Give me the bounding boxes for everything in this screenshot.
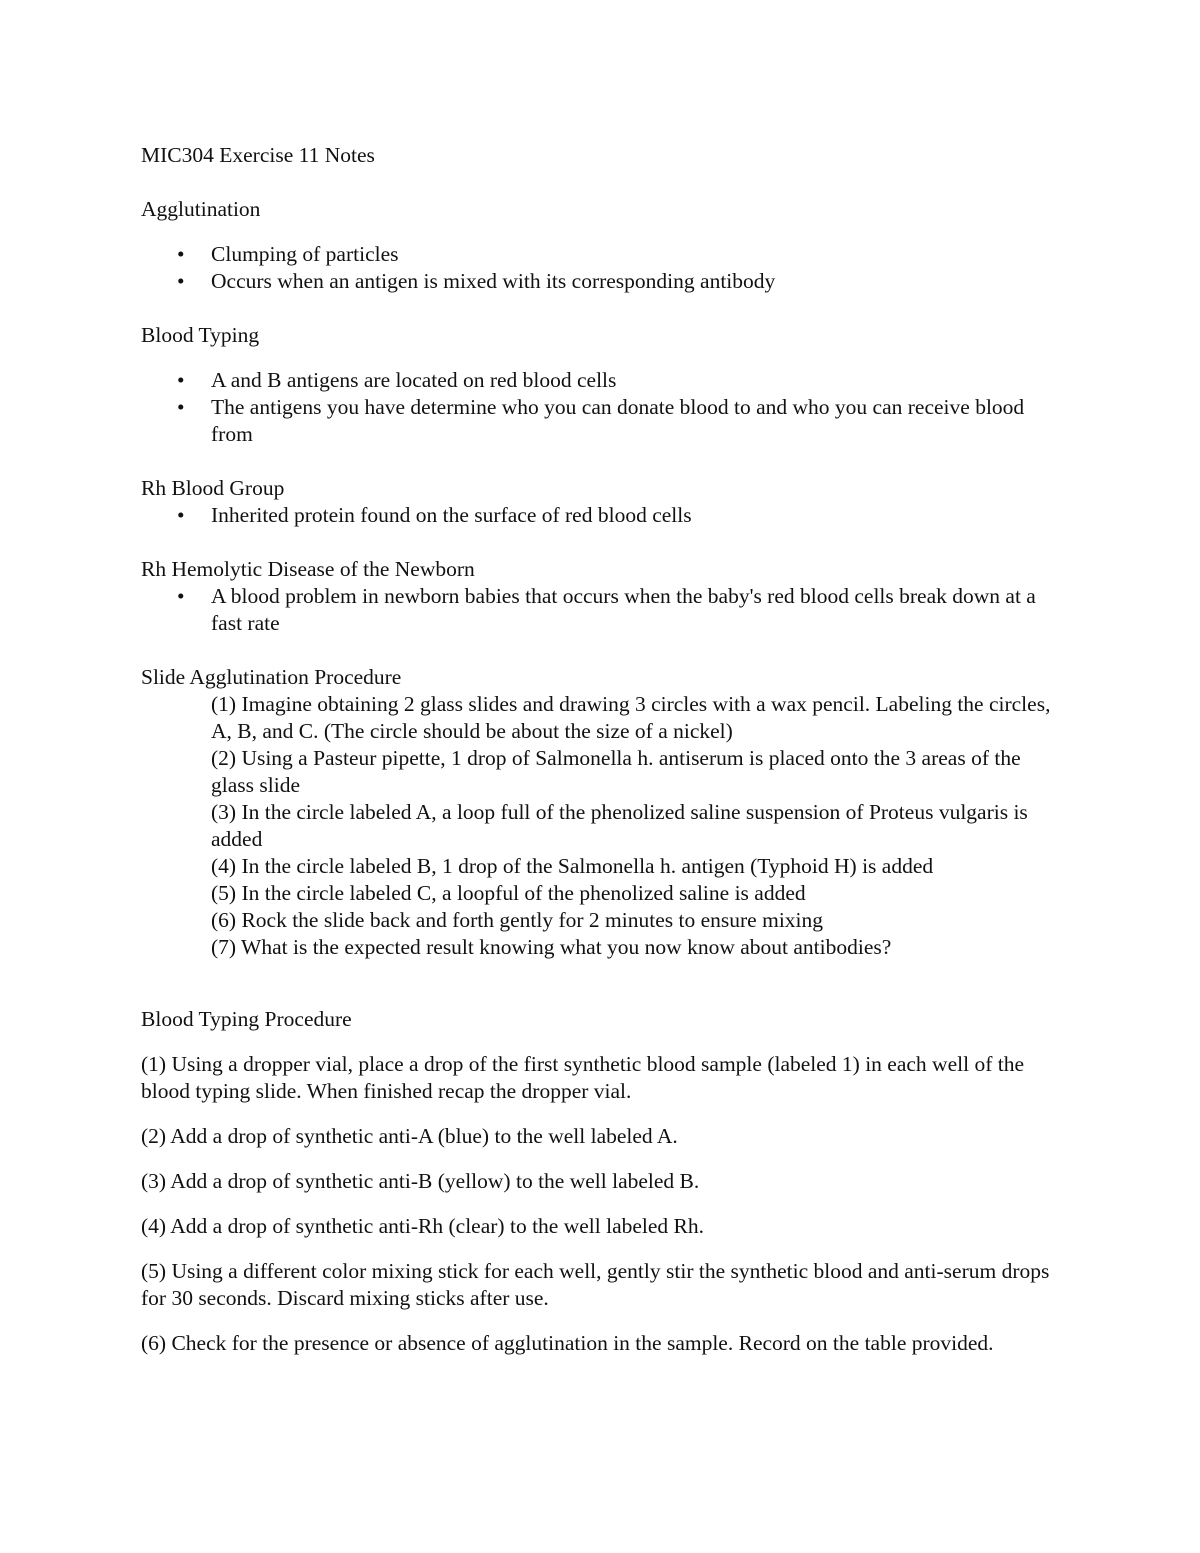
procedure-step: (2) Add a drop of synthetic anti-A (blue) to the well labeled A. [141,1124,678,1148]
list-item: • Clumping of particles [177,242,399,266]
blood-typing-list [141,367,1061,448]
procedure-step: (3) In the circle labeled A, a loop full of the phenolized saline suspension of Proteus vulgaris is added [211,800,1028,851]
list-item: • Occurs when an antigen is mixed with its corresponding antibody [177,269,776,293]
agglutination-list [141,241,1061,295]
procedure-step: (6) Rock the slide back and forth gently for 2 minutes to ensure mixing [211,908,824,932]
list-item: • Inherited protein found on the surface of red blood cells [177,503,692,527]
procedure-step: (7) What is the expected result knowing what you now know about antibodies? [211,935,892,959]
section-heading-rh-hemolytic: Rh Hemolytic Disease of the Newborn [141,557,475,581]
bullet-icon: • [177,242,185,266]
procedure-step: (1) Using a dropper vial, place a drop of the first synthetic blood sample (labeled 1) in each well of the blood typing slide. When finished recap the dropper vial. [141,1052,1025,1103]
section-heading-slide-procedure: Slide Agglutination Procedure [141,665,402,689]
section-heading-agglutination: Agglutination [141,197,261,221]
document-title: MIC304 Exercise 11 Notes [141,143,375,167]
slide-procedure-steps [141,691,1061,961]
rh-blood-group-list [141,502,1061,529]
blood-typing-procedure-steps [141,1051,1061,1357]
procedure-step: (6) Check for the presence or absence of agglutination in the sample. Record on the table provided. [141,1331,994,1355]
document-body [141,142,1061,1375]
procedure-step: (3) Add a drop of synthetic anti-B (yellow) to the well labeled B. [141,1169,700,1193]
rh-hemolytic-list [141,583,1061,637]
procedure-step: (2) Using a Pasteur pipette, 1 drop of Salmonella h. antiserum is placed onto the 3 areas of the glass slide [211,746,1021,797]
bullet-icon: • [177,584,185,608]
bullet-icon: • [177,395,185,419]
list-item: • A and B antigens are located on red blood cells [177,368,617,392]
procedure-step: (4) Add a drop of synthetic anti-Rh (clear) to the well labeled Rh. [141,1214,705,1238]
procedure-step: (1) Imagine obtaining 2 glass slides and drawing 3 circles with a wax pencil. Labeling the circles, A, B, and C. (The circle should be about the size of a nickel) [211,692,1051,743]
procedure-step: (4) In the circle labeled B, 1 drop of the Salmonella h. antigen (Typhoid H) is added [211,854,934,878]
bullet-icon: • [177,503,185,527]
section-heading-blood-typing: Blood Typing [141,323,260,347]
section-heading-rh-blood-group: Rh Blood Group [141,476,285,500]
list-item: • The antigens you have determine who you can donate blood to and who you can receive blood from [177,395,1025,446]
section-heading-blood-typing-procedure: Blood Typing Procedure [141,1007,352,1031]
procedure-step: (5) In the circle labeled C, a loopful of the phenolized saline is added [211,881,806,905]
bullet-icon: • [177,368,185,392]
procedure-step: (5) Using a different color mixing stick for each well, gently stir the synthetic blood and anti-serum drops for 30 seconds. Discard mixing sticks after use. [141,1259,1050,1310]
bullet-icon: • [177,269,185,293]
list-item: • A blood problem in newborn babies that occurs when the baby's red blood cells break down at a fast rate [177,584,1036,635]
